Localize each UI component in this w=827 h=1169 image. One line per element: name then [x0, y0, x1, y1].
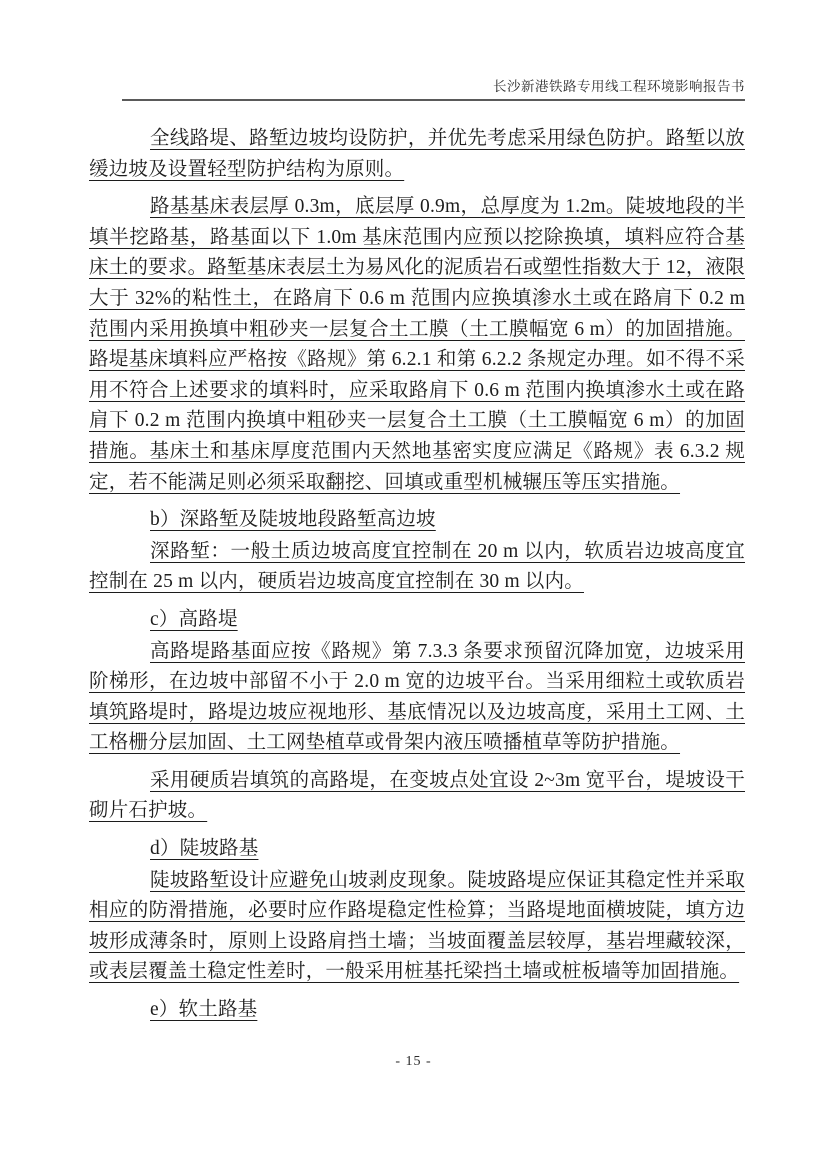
- body-paragraph: 采用硬质岩填筑的高路堤，在变坡点处宜设 2~3m 宽平台，堤坡设干砌片石护坡。: [89, 769, 745, 822]
- header-title: 长沙新港铁路专用线工程环境影响报告书: [493, 79, 745, 94]
- section-heading: e）软土路基: [150, 999, 258, 1021]
- body-paragraph: 深路堑：一般土质边坡高度宜控制在 20 m 以内，软质岩边坡高度宜控制在 25 m 以内，硬质岩边坡高度宜控制在 30 m 以内。: [89, 540, 745, 593]
- body-paragraph: 全线路堤、路堑边坡均设防护，并优先考虑采用绿色防护。路堑以放缓边坡及设置轻型防护结构为原则。: [89, 128, 745, 180]
- body-paragraph: 高路堤路基面应按《路规》第 7.3.3 条要求预留沉降加宽，边坡采用阶梯形，在边坡中部留不小于 2.0 m 宽的边坡平台。当采用细粒土或软质岩填筑路堤时，路堤边坡应视地形、基底情况以及边坡高度，采用土工网、土工格栅分层加固、土工网垫植草或骨架内液压喷播植草等防护措施。: [89, 640, 745, 754]
- header-rule: [122, 99, 745, 101]
- body-paragraph: 路基基床表层厚 0.3m，底层厚 0.9m，总厚度为 1.2m。陡坡地段的半填半挖路基，路基面以下 1.0m 基床范围内应预以挖除换填，填料应符合基床土的要求。路堑基床表层土为易风化的泥质岩石或塑性指数大于 12，液限大于 32%的粘性土，在路肩下 0.6 m 范围内应换填渗水土或在路肩下 0.2 m 范围内采用换填中粗砂夹一层复合土工膜（土工膜幅宽 6 m）的加固措施。路堤基床填料应严格按《路规》第 6.2.1 和第 6.2.2 条规定办理。如不得不采用不符合上述要求的填料时，应采取路肩下 0.6 m 范围内换填渗水土或在路肩下 0.2 m 范围内换填中粗砂夹一层复合土工膜（土工膜幅宽 6 m）的加固措施。基床土和基床厚度范围内天然地基密实度应满足《路规》表 6.3.2 规定，若不能满足则必须采取翻挖、回填或重型机械辗压等压实措施。: [89, 196, 745, 493]
- page-footer: [0, 1052, 827, 1070]
- section-heading: c）高路堤: [150, 608, 238, 630]
- section-heading: b）深路堑及陡坡地段路堑高边坡: [150, 509, 436, 531]
- page-number: - 15 -: [395, 1054, 432, 1069]
- section-heading: d）陡坡路基: [150, 838, 259, 860]
- document-content: [89, 124, 745, 1027]
- body-paragraph: 陡坡路堑设计应避免山坡剥皮现象。陡坡路堤应保证其稳定性并采取相应的防滑措施，必要时应作路堤稳定性检算；当路堤地面横坡陡，填方边坡形成薄条时，原则上设路肩挡土墙；当坡面覆盖层较厚，基岩埋藏较深，或表层覆盖土稳定性差时，一般采用桩基托梁挡土墙或桩板墙等加固措施。: [89, 869, 745, 983]
